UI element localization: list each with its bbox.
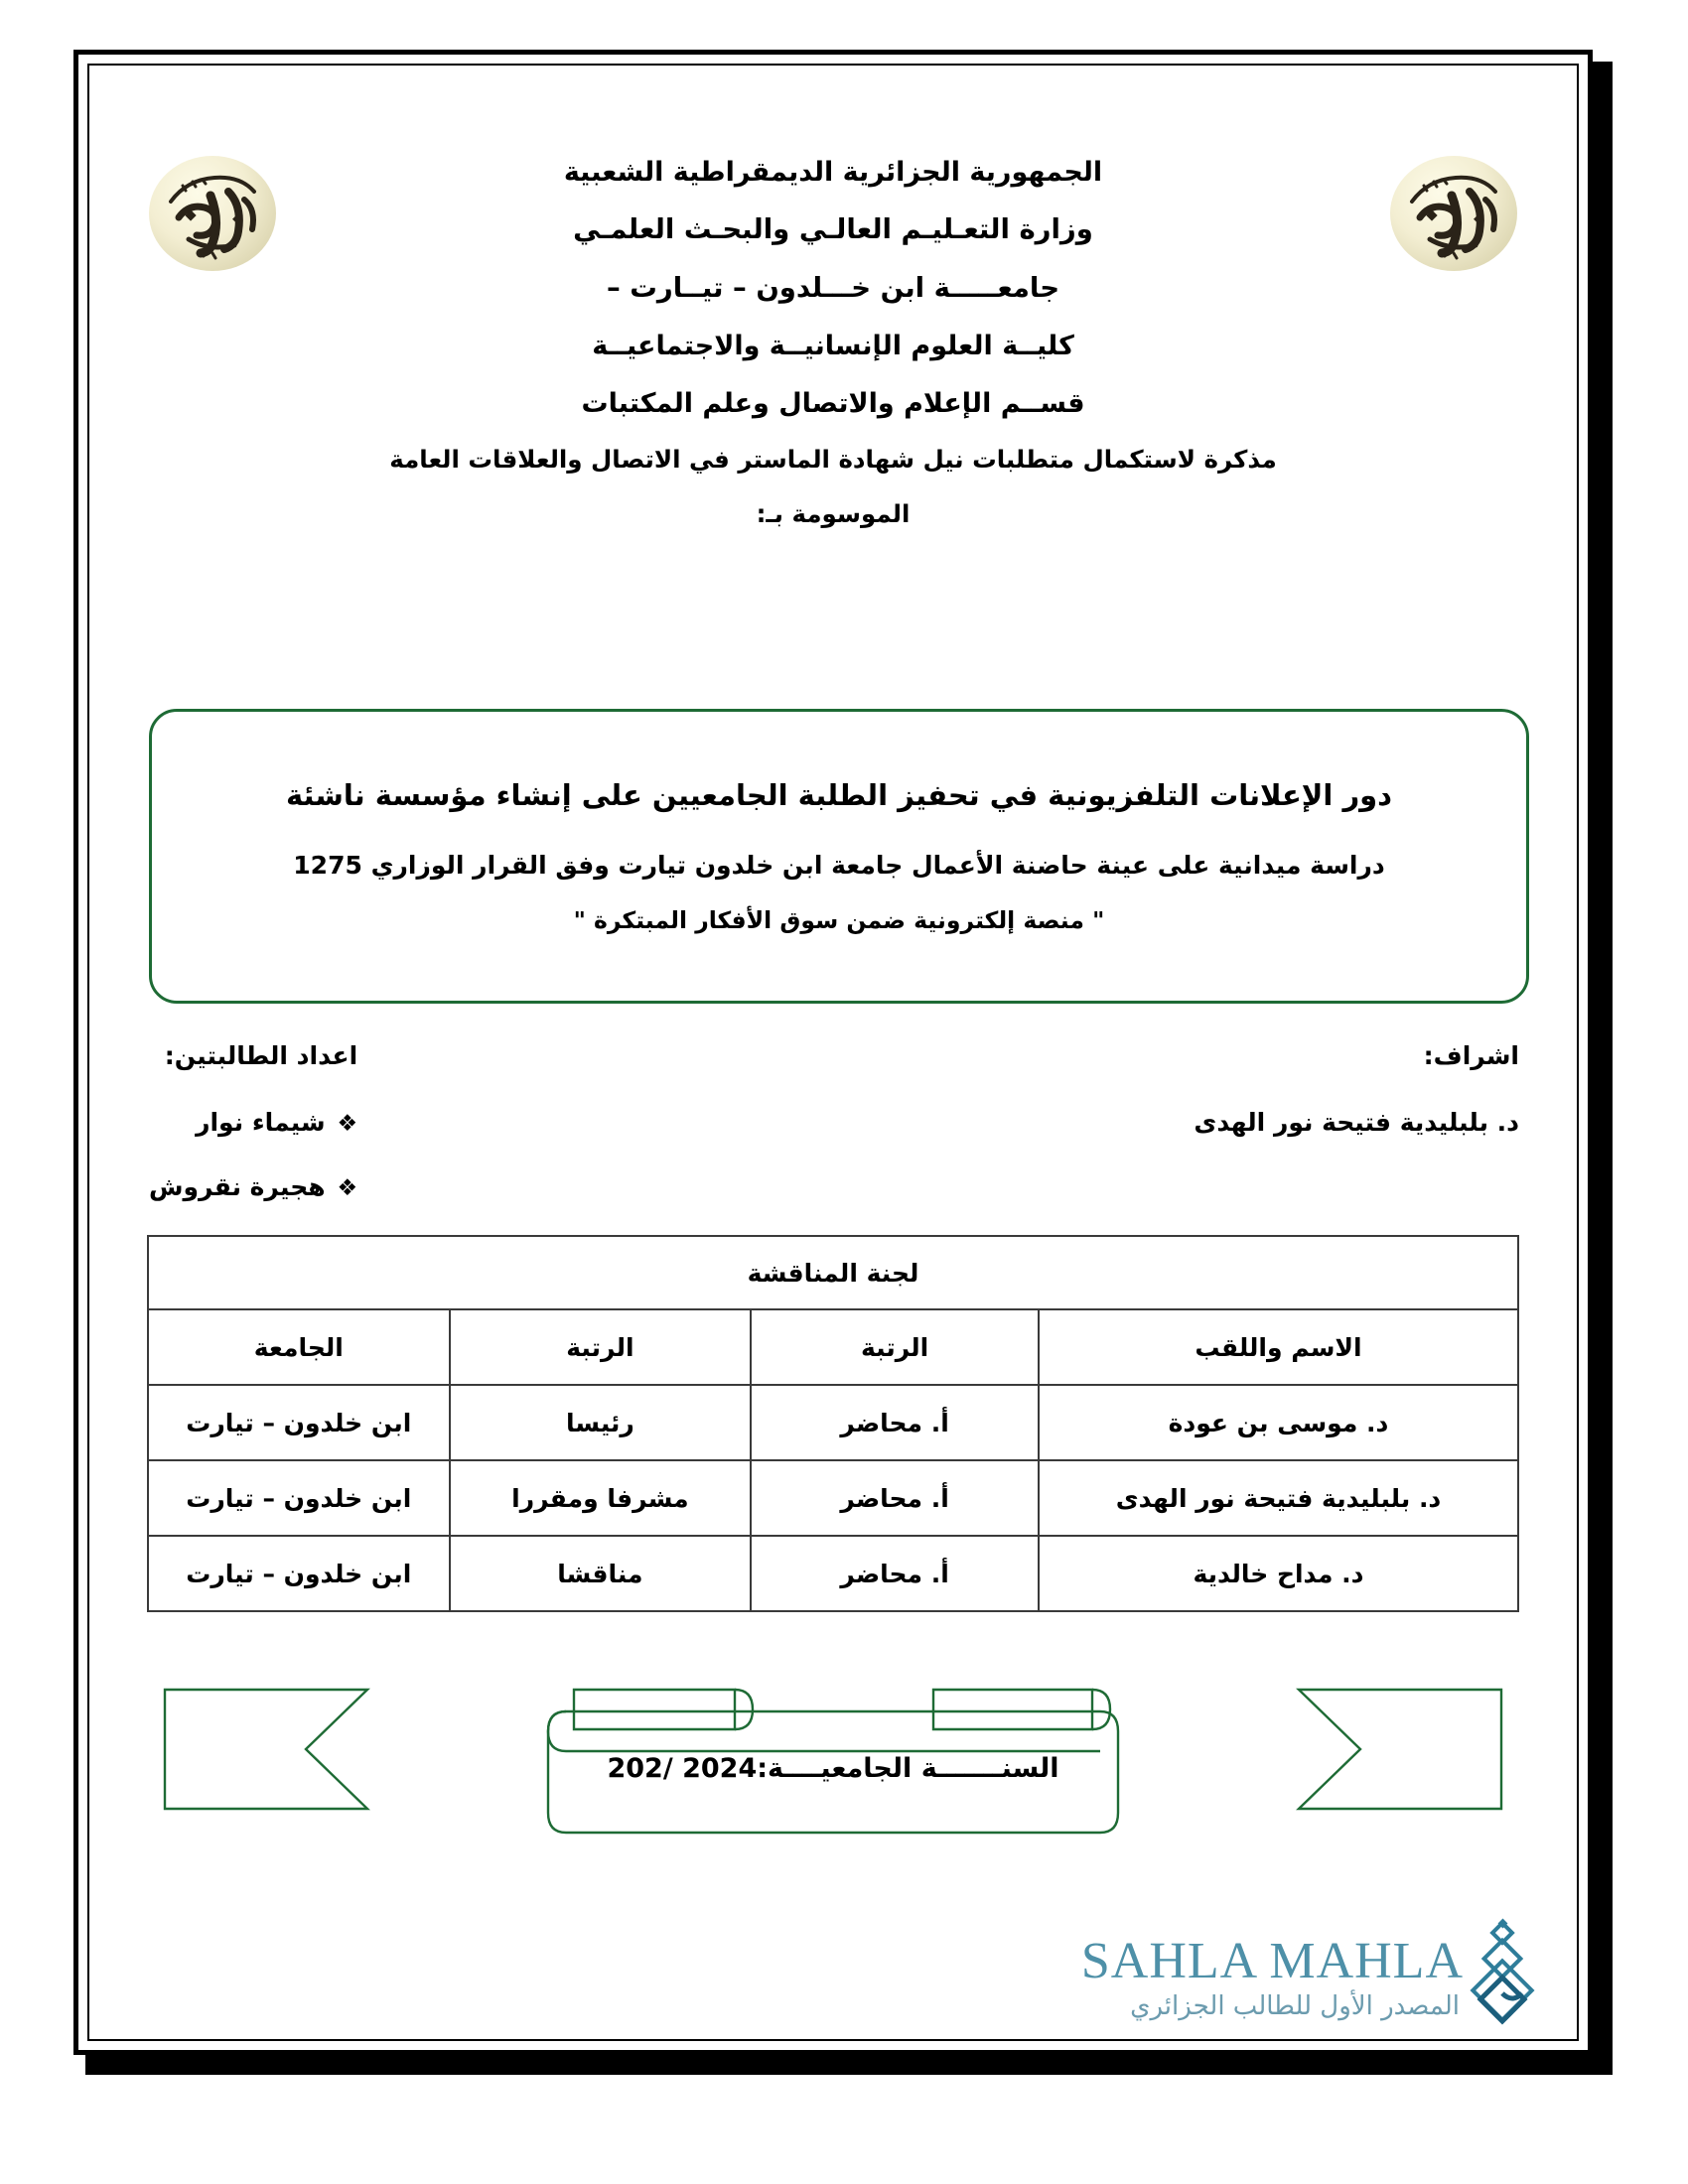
- jury-member-role: رئيسا: [450, 1385, 752, 1460]
- header-department-line: قســم الإعلام والاتصال وعلم المكتبات: [581, 388, 1085, 419]
- watermark-tagline: المصدر الأول للطالب الجزائري: [1130, 1991, 1460, 2021]
- supervisor-heading: اشراف:: [1423, 1041, 1519, 1070]
- jury-table-header-row: [148, 1309, 1518, 1385]
- authors-block: [149, 1041, 357, 1237]
- entitled-label: الموسومة بـ:: [756, 498, 911, 528]
- header-ministry-line: وزارة التعـليـم العالـي والبحـث العلمـي: [573, 213, 1093, 245]
- jury-member-name: د. موسى بن عودة: [1039, 1385, 1518, 1460]
- column-header-name: الاسم واللقب: [1039, 1309, 1518, 1385]
- jury-member-rank: أ. محاضر: [751, 1460, 1039, 1536]
- jury-member-name: د. مداح خالدية: [1039, 1536, 1518, 1611]
- jury-table-caption: لجنة المناقشة: [148, 1236, 1518, 1309]
- author-entry: [149, 1172, 357, 1201]
- author-entry: [149, 1108, 357, 1137]
- sahla-mahla-watermark: [1080, 1908, 1555, 2057]
- diamond-bullet-icon: ❖: [337, 1175, 358, 1201]
- jury-member-rank: أ. محاضر: [751, 1536, 1039, 1611]
- jury-member-role: مشرفا ومقررا: [450, 1460, 752, 1536]
- institution-header: [87, 159, 1579, 526]
- author-name: هجيرة نقروش: [149, 1172, 326, 1201]
- thesis-title-main: دور الإعلانات التلفزيونية في تحفيز الطلبة الجامعيين على إنشاء مؤسسة ناشئة: [285, 778, 1393, 812]
- jury-member-university: ابن خلدون – تيارت: [148, 1460, 450, 1536]
- academic-year-ribbon: [157, 1662, 1509, 1850]
- sahla-mahla-logo-icon: [1464, 1916, 1555, 2033]
- jury-table-container: [147, 1235, 1519, 1612]
- column-header-role: الرتبة: [450, 1309, 752, 1385]
- cover-page-content: [87, 64, 1579, 2041]
- header-faculty-line: كليــة العلوم الإنسانيــة والاجتماعيــة: [592, 331, 1074, 361]
- thesis-title-subtitle-2: " منصة إلكترونية ضمن سوق الأفكار المبتكرة ": [573, 905, 1105, 934]
- table-row: [148, 1536, 1518, 1611]
- diamond-bullet-icon: ❖: [337, 1111, 358, 1137]
- degree-statement: مذكرة لاستكمال متطلبات نيل شهادة الماستر في الاتصال والعلاقات العامة: [389, 445, 1277, 474]
- thesis-title-subtitle-1: دراسة ميدانية على عينة حاضنة الأعمال جامعة ابن خلدون تيارت وفق القرار الوزاري 1275: [293, 850, 1385, 880]
- jury-member-rank: أ. محاضر: [751, 1385, 1039, 1460]
- column-header-university: الجامعة: [148, 1309, 450, 1385]
- jury-member-university: ابن خلدون – تيارت: [148, 1385, 450, 1460]
- thesis-title-box: [149, 709, 1529, 1004]
- supervisor-name: د. بلبليدية فتيحة نور الهدى: [1194, 1108, 1519, 1137]
- watermark-brand-text: SAHLA MAHLA: [1080, 1933, 1464, 1989]
- header-university-line: جامعـــــة ابن خـــلدون – تيــارت –: [606, 271, 1060, 304]
- table-row: [148, 1460, 1518, 1536]
- academic-year-label: السنـــــــة الجامعيــــة:2024 /202: [607, 1753, 1059, 1784]
- header-country-line: الجمهورية الجزائرية الديمقراطية الشعبية: [563, 157, 1103, 188]
- supervisor-block: [1194, 1041, 1519, 1237]
- column-header-rank: الرتبة: [751, 1309, 1039, 1385]
- jury-member-university: ابن خلدون – تيارت: [148, 1536, 450, 1611]
- author-name: شيماء نوار: [196, 1108, 326, 1137]
- authors-supervisor-row: [149, 1041, 1519, 1237]
- authors-heading: اعداد الطالبتين:: [164, 1041, 358, 1070]
- table-row: [148, 1385, 1518, 1460]
- jury-member-role: مناقشا: [450, 1536, 752, 1611]
- jury-table: [147, 1235, 1519, 1612]
- jury-member-name: د. بلبليدية فتيحة نور الهدى: [1039, 1460, 1518, 1536]
- jury-table-caption-row: [148, 1236, 1518, 1309]
